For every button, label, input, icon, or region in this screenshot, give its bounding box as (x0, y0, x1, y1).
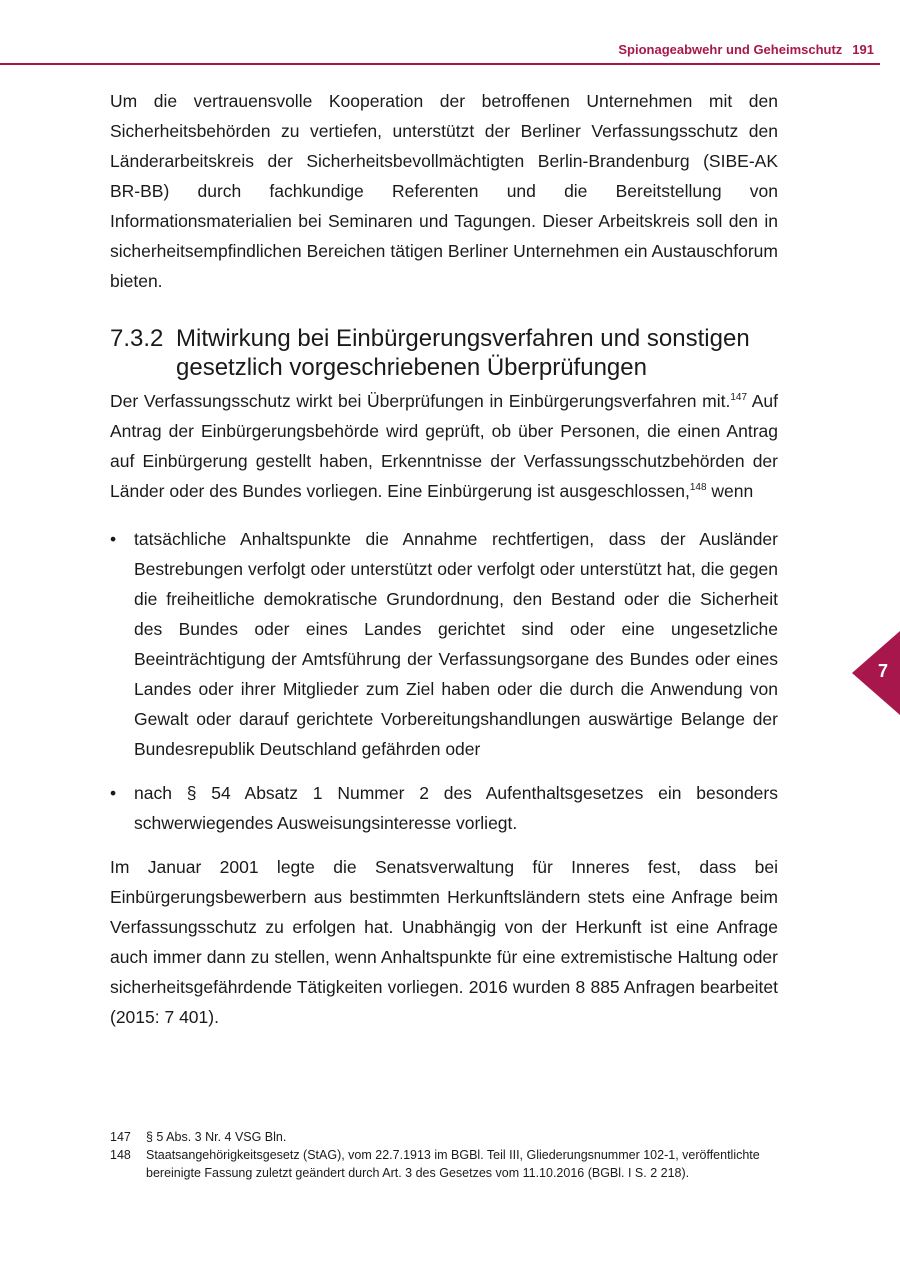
footnote-text: § 5 Abs. 3 Nr. 4 VSG Bln. (146, 1130, 287, 1144)
header-rule (0, 63, 880, 65)
section-title: Mitwirkung bei Einbürgerungsverfahren und sonstigen gesetzlich vorgeschriebenen Überprüfungen (176, 325, 750, 381)
bullet-icon: • (110, 783, 117, 803)
running-title: Spionageabwehr und Geheimschutz (618, 42, 843, 57)
section-paragraph-part3: wenn (706, 481, 754, 501)
footnote (110, 1128, 778, 1146)
section-number: 7.3.2 (110, 325, 164, 352)
section-heading (110, 324, 778, 382)
list-item-text: nach § 54 Absatz 1 Nummer 2 des Aufenthaltsgesetzes ein besonders schwerwiegendes Ausweisungsinteresse vorliegt. (134, 783, 778, 833)
footnote (110, 1146, 778, 1182)
footnote-text: Staatsangehörigkeitsgesetz (StAG), vom 22.7.1913 im BGBl. Teil III, Gliederungsnummer 102-1, veröffentlichte bereinigte Fassung zuletzt geändert durch Art. 3 des Gesetzes vom 11.10.2016 (BGBl. I S. 2 218). (146, 1148, 760, 1180)
chapter-tab[interactable] (852, 631, 900, 715)
closing-paragraph: Im Januar 2001 legte die Senatsverwaltung für Inneres fest, dass bei Einbürgerungsbewerbern aus bestimmten Herkunftsländern stets eine Anfrage beim Verfassungsschutz zu erfolgen hat. Unabhängig von der Herkunft ist eine Anfrage auch immer dann zu stellen, wenn Anhaltspunkte für eine extremistische Haltung oder sicherheitsgefährdende Tätigkeiten vorliegen. 2016 wurden 8 885 Anfragen bearbeitet (2015: 7 401). (110, 857, 778, 1027)
footnote-ref-147[interactable]: 147 (730, 392, 748, 404)
section-paragraph-part1: Der Verfassungsschutz wirkt bei Überprüfungen in Einbürgerungsverfahren mit. (110, 391, 731, 411)
footnote-ref-148[interactable]: 148 (689, 482, 707, 494)
bullet-icon: • (110, 529, 117, 549)
list-item (110, 778, 778, 838)
section-paragraph-part2: Auf Antrag der Einbürgerungsbehörde wird geprüft, ob über Personen, die einen Antrag auf Einbürgerung gestellt haben, Erkenntnisse der Verfassungsschutzbehörden der Länder oder des Bundes vorliegen. Eine Einbürgerung ist ausgeschlossen, (110, 391, 778, 501)
condition-list (110, 524, 778, 838)
running-header-text (618, 42, 874, 57)
list-item (110, 524, 778, 764)
running-header (0, 38, 900, 66)
chapter-number: 7 (877, 661, 888, 681)
footnote-number: 147 (110, 1130, 131, 1144)
page-number: 191 (852, 42, 874, 57)
intro-paragraph: Um die vertrauensvolle Kooperation der betroffenen Unternehmen mit den Sicherheitsbehörden zu vertiefen, unterstützt der Berliner Verfassungsschutz den Länderarbeitskreis der Sicherheitsbevollmächtigten Berlin-Brandenburg (SIBE-AK BR-BB) durch fachkundige Referenten und die Bereitstellung von Informationsmaterialien bei Seminaren und Tagungen. Dieser Arbeitskreis soll den in sicherheitsempfindlichen Bereichen tätigen Berliner Unternehmen ein Austauschforum bieten. (110, 91, 778, 291)
footnotes (110, 1128, 778, 1182)
chapter-tab-shape-icon (852, 631, 900, 715)
main-content (110, 86, 778, 1032)
footnote-number: 148 (110, 1148, 131, 1162)
section-paragraph (110, 386, 778, 506)
list-item-text: tatsächliche Anhaltspunkte die Annahme rechtfertigen, dass der Ausländer Bestrebungen verfolgt oder unterstützt oder verfolgt oder unterstützt hat, die gegen die freiheitliche demokratische Grundordnung, den Bestand oder die Sicherheit des Bundes oder eines Landes gerichtet sind oder eine ungesetzliche Beeinträchtigung der Amtsführung der Verfassungsorgane des Bundes oder eines Landes oder ihrer Mitglieder zum Ziel haben oder die durch die Anwendung von Gewalt oder darauf gerichtete Vorbereitungshandlungen auswärtige Belange der Bundesrepublik Deutschland gefährden oder (134, 529, 778, 759)
